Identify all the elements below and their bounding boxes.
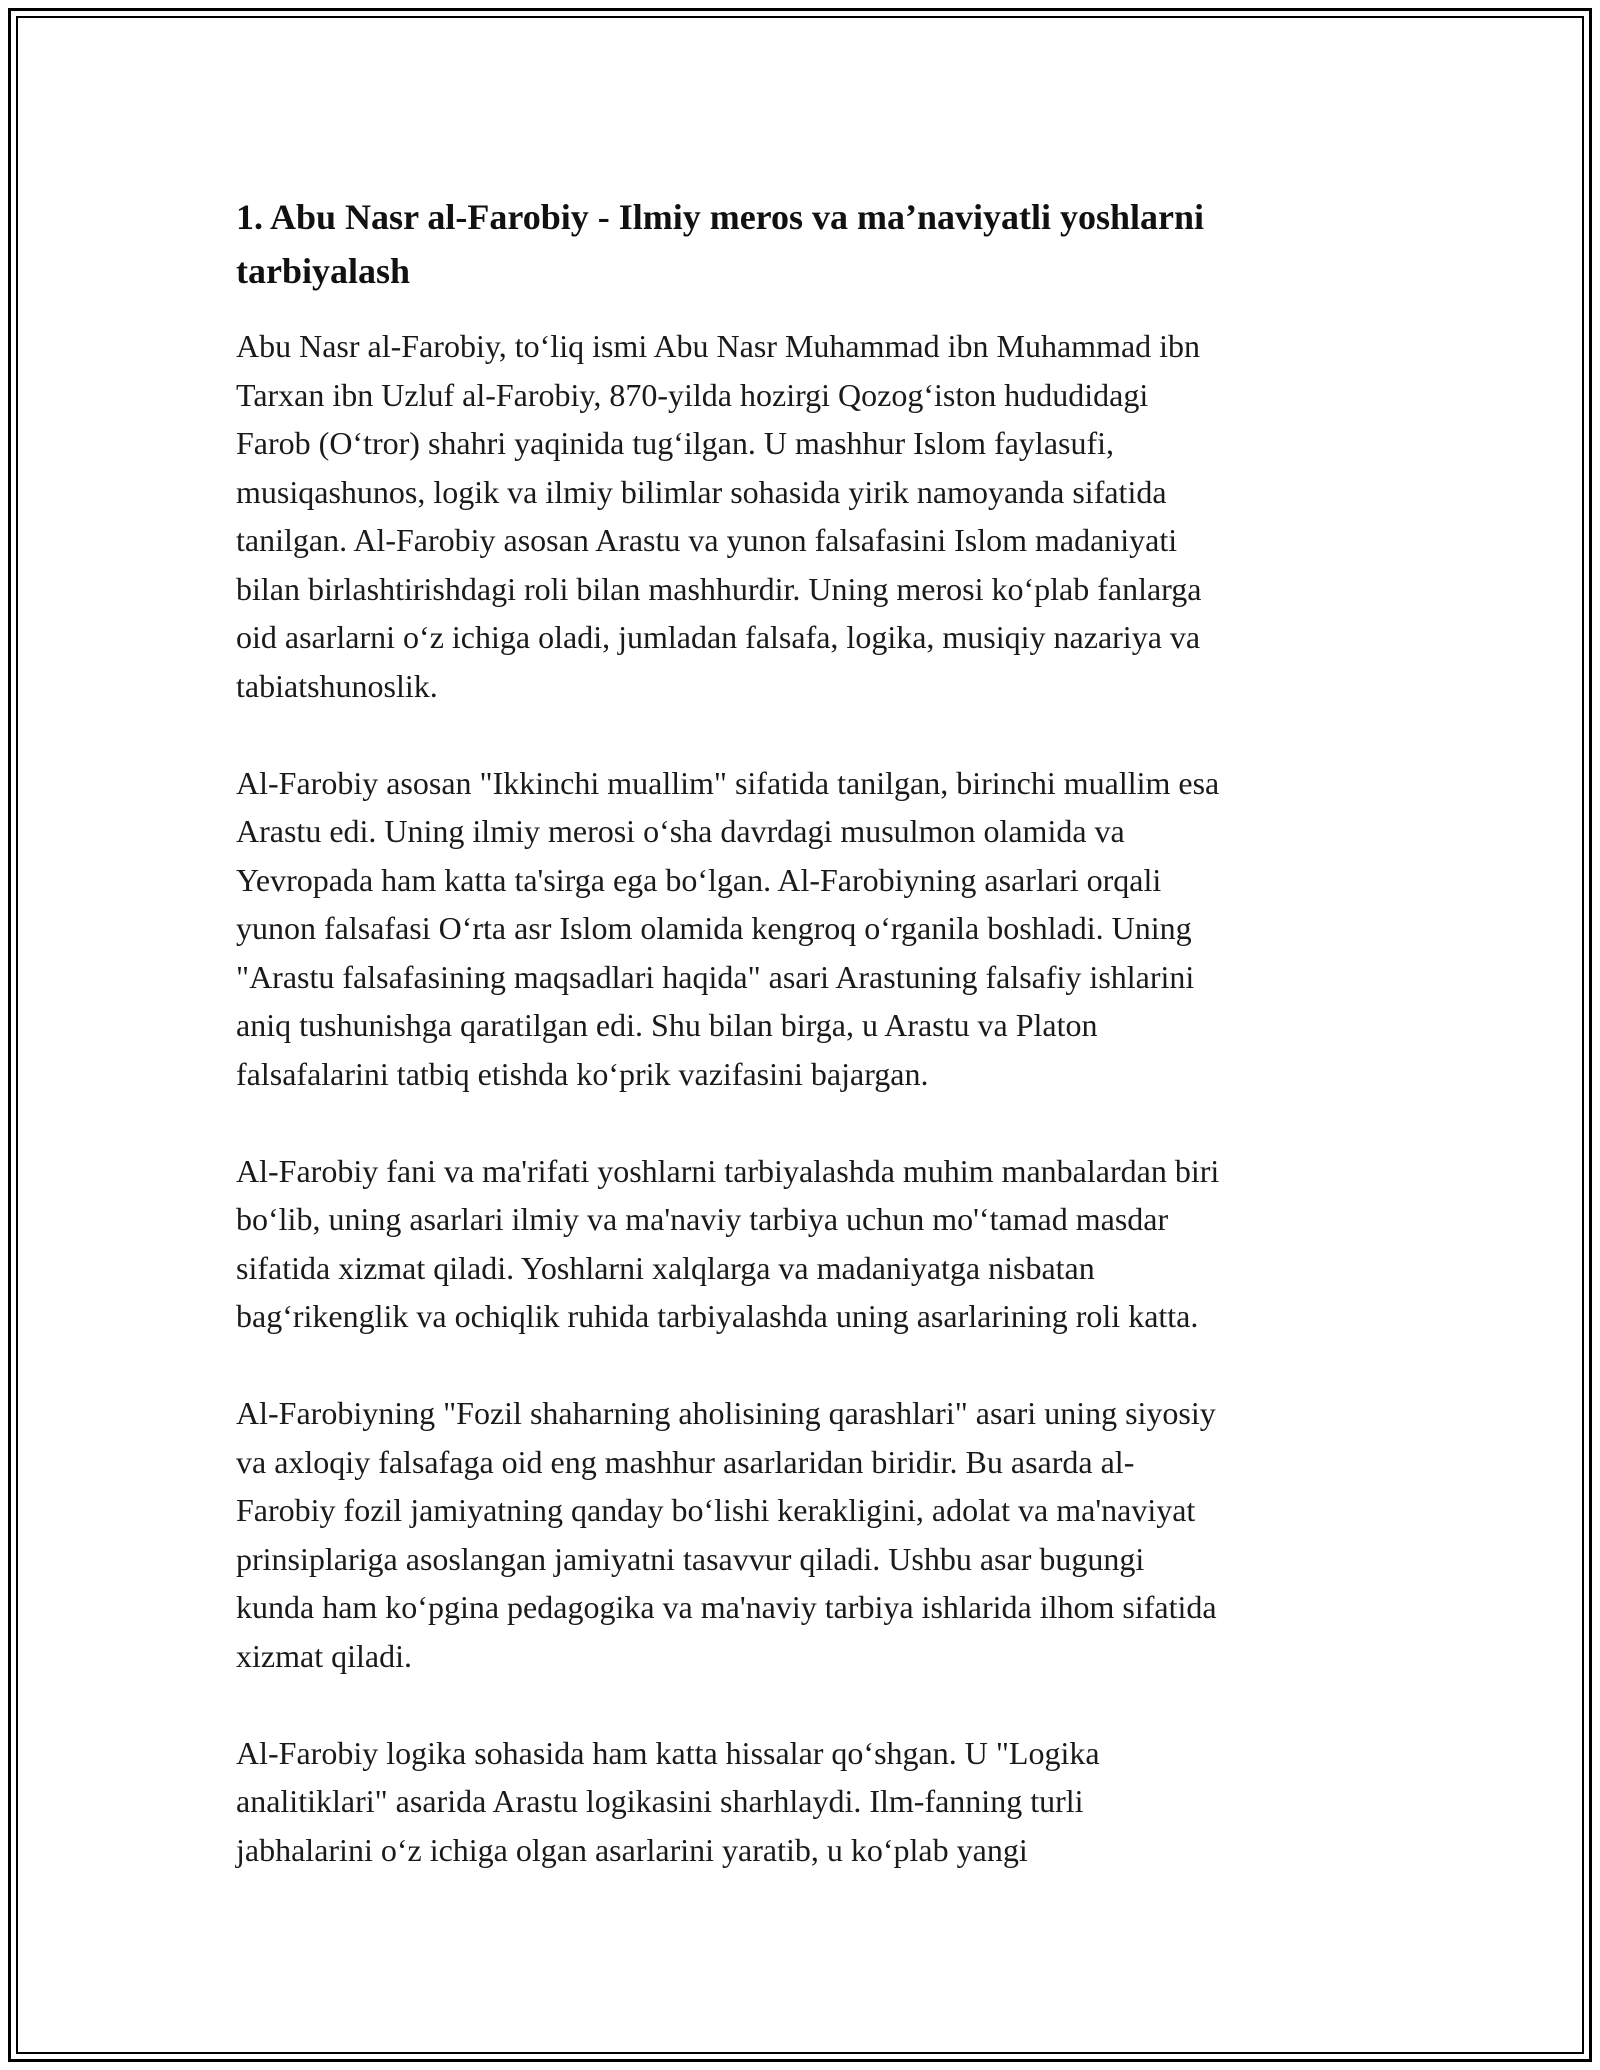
text-line: va axloqiy falsafaga oid eng mashhur asarlaridan biridir. Bu asarda al- <box>236 1443 1135 1480</box>
text-line: oid asarlarni o‘z ichiga oladi, jumladan falsafa, logika, musiqiy nazariya va <box>236 619 1201 655</box>
text-line: Arastu edi. Uning ilmiy merosi o‘sha davrdagi musulmon olamida va <box>236 813 1125 849</box>
paragraph-2 <box>236 759 1376 1099</box>
text-line: xizmat qiladi. <box>236 1637 412 1674</box>
text-line: Yevropada ham katta ta'sirga ega bo‘lgan. Al-Farobiyning asarlari orqali <box>236 861 1162 898</box>
text-line: Farobiy fozil jamiyatning qanday bo‘lishi kerakligini, adolat va ma'naviyat <box>236 1492 1196 1528</box>
text-line: yunon falsafasi O‘rta asr Islom olamida kengroq o‘rganila boshladi. Uning <box>236 910 1192 946</box>
text-line: tanilgan. Al-Farobiy asosan Arastu va yunon falsafasini Islom madaniyati <box>236 522 1178 558</box>
text-line: Al-Farobiy logika sohasida ham katta hissalar qo‘shgan. U "Logika <box>236 1734 1100 1771</box>
text-line: aniq tushunishga qaratilgan edi. Shu bilan birga, u Arastu va Platon <box>236 1007 1098 1043</box>
text-line: bilan birlashtirishdagi roli bilan mashhurdir. Uning merosi ko‘plab fanlarga <box>236 570 1202 607</box>
text-line: Al-Farobiy asosan "Ikkinchi muallim" sifatida tanilgan, birinchi muallim esa <box>236 764 1220 801</box>
paragraph-1 <box>236 322 1376 710</box>
text-line: Abu Nasr al-Farobiy, to‘liq ismi Abu Nasr Muhammad ibn Muhammad ibn <box>236 328 1201 364</box>
document-title <box>236 190 1376 298</box>
title-line: tarbiyalash <box>236 251 411 291</box>
text-line: kunda ham ko‘pgina pedagogika va ma'naviy tarbiya ishlarida ilhom sifatida <box>236 1589 1217 1625</box>
text-line: Al-Farobiy fani va ma'rifati yoshlarni tarbiyalashda muhim manbalardan biri <box>236 1152 1220 1189</box>
paragraph-4 <box>236 1389 1376 1680</box>
title-line: 1. Abu Nasr al-Farobiy - Ilmiy meros va ma’naviyatli yoshlarni <box>236 197 1205 237</box>
paragraph-5 <box>236 1729 1376 1875</box>
text-line: Tarxan ibn Uzluf al-Farobiy, 870-yilda hozirgi Qozog‘iston hududidagi <box>236 376 1149 413</box>
text-line: falsafalarini tatbiq etishda ko‘prik vazifasini bajargan. <box>236 1055 929 1092</box>
text-line: bo‘lib, uning asarlari ilmiy va ma'naviy tarbiya uchun mo'‘tamad masdar <box>236 1201 1169 1237</box>
paragraph-3 <box>236 1147 1376 1341</box>
document-body <box>236 190 1376 1874</box>
text-line: Farob (O‘tror) shahri yaqinida tug‘ilgan. U mashhur Islom faylasufi, <box>236 425 1115 461</box>
text-line: jabhalarini o‘z ichiga olgan asarlarini yaratib, u ko‘plab yangi <box>236 1831 1028 1868</box>
text-line: Al-Farobiyning "Fozil shaharning aholisining qarashlari" asari uning siyosiy <box>236 1395 1216 1431</box>
text-line: tabiatshunoslik. <box>236 667 438 704</box>
text-line: analitiklari" asarida Arastu logikasini sharhlaydi. Ilm-fanning turli <box>236 1783 1084 1819</box>
text-line: "Arastu falsafasining maqsadlari haqida" asari Arastuning falsafiy ishlarini <box>236 958 1195 995</box>
text-line: bag‘rikenglik va ochiqlik ruhida tarbiyalashda uning asarlarining roli katta. <box>236 1298 1199 1334</box>
text-line: prinsiplariga asoslangan jamiyatni tasavvur qiladi. Ushbu asar bugungi <box>236 1540 1145 1577</box>
text-line: musiqashunos, logik va ilmiy bilimlar sohasida yirik namoyanda sifatida <box>236 473 1167 510</box>
text-line: sifatida xizmat qiladi. Yoshlarni xalqlarga va madaniyatga nisbatan <box>236 1249 1095 1286</box>
